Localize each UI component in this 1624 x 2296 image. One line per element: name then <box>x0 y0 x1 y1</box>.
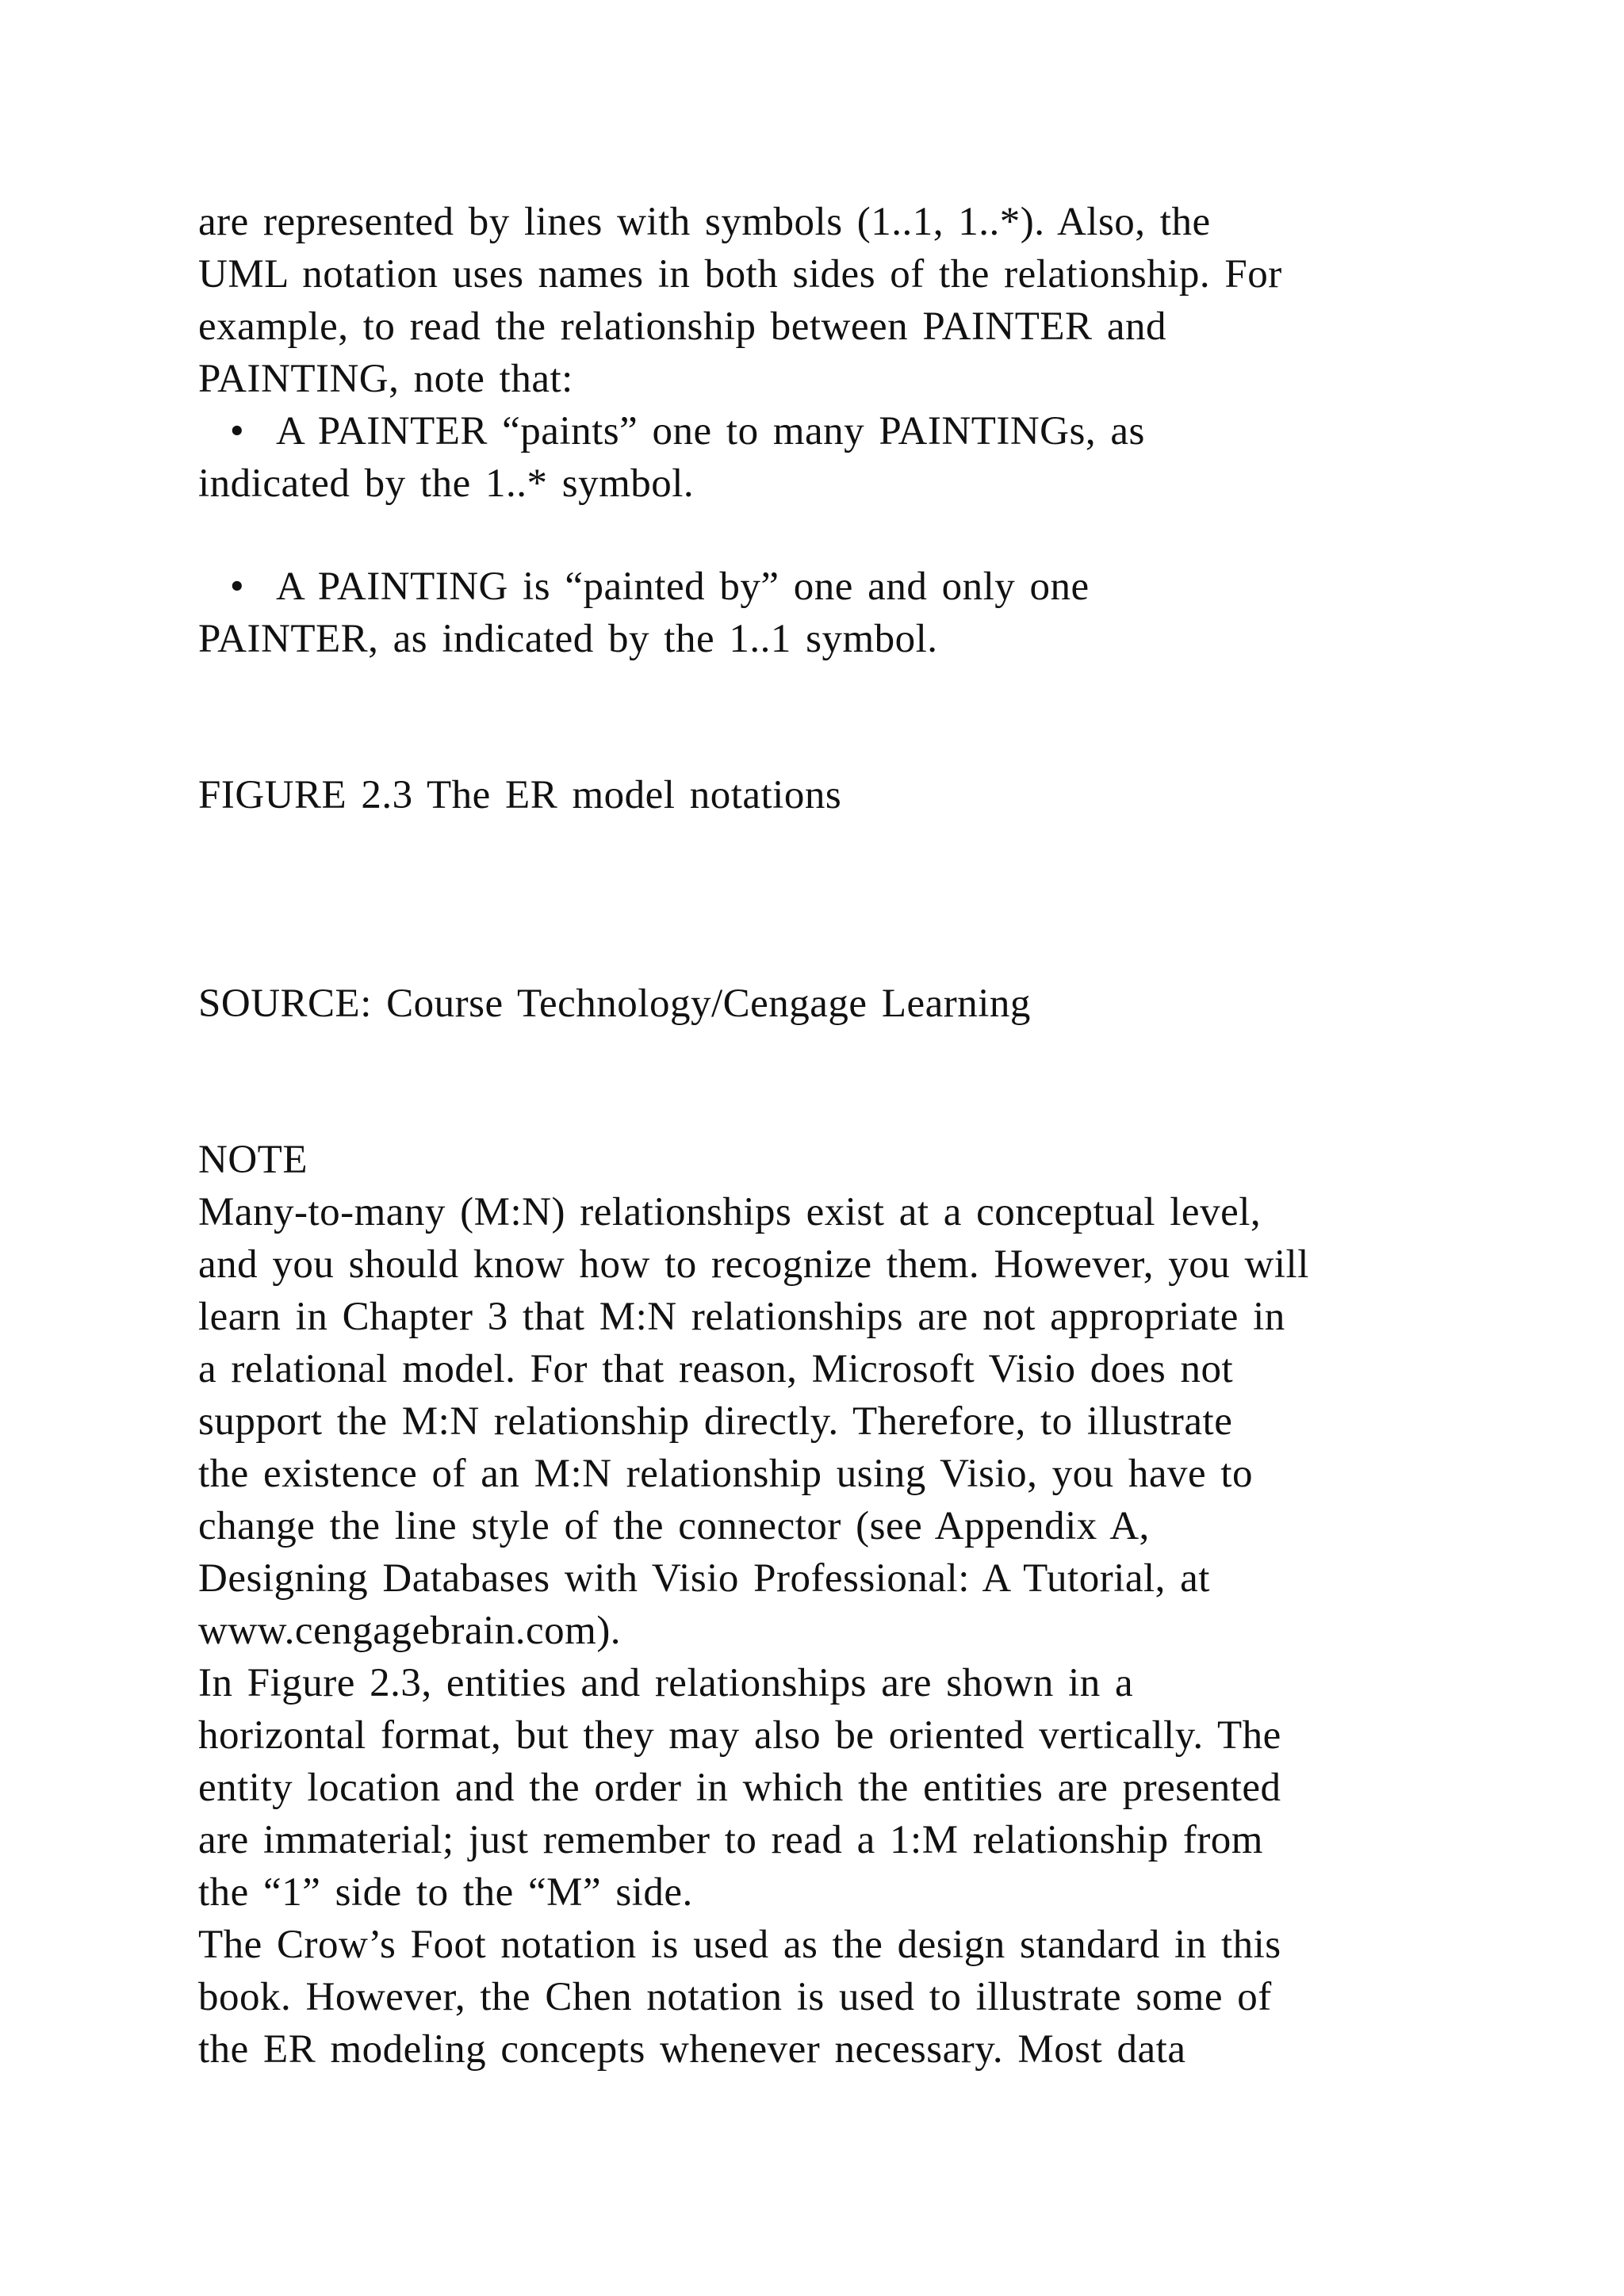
paragraph-figure-line-3: entity location and the order in which the entities are presented <box>198 1766 1281 1810</box>
note-line-6: the existence of an M:N relationship using Visio, you have to <box>198 1452 1254 1496</box>
note-line-8: Designing Databases with Visio Professional: A Tutorial, at <box>198 1556 1210 1601</box>
paragraph-figure-line-2: horizontal format, but they may also be oriented vertically. The <box>198 1713 1281 1758</box>
note-heading: NOTE <box>198 1138 308 1182</box>
paragraph-crowsfoot-line-3: the ER modeling concepts whenever necessary. Most data <box>198 2027 1186 2072</box>
note-line-5: support the M:N relationship directly. Therefore, to illustrate <box>198 1399 1233 1444</box>
paragraph-figure-line-4: are immaterial; just remember to read a 1:M relationship from <box>198 1818 1263 1862</box>
source-line: SOURCE: Course Technology/Cengage Learning <box>198 982 1031 1026</box>
paragraph-crowsfoot-line-1: The Crow’s Foot notation is used as the design standard in this <box>198 1923 1281 1967</box>
bullet-symbol: • <box>229 409 245 453</box>
intro-line-3: example, to read the relationship between PAINTER and <box>198 304 1166 349</box>
bullet-item-2-continuation: PAINTER, as indicated by the 1..1 symbol. <box>198 617 938 661</box>
paragraph-figure-line-5: the “1” side to the “M” side. <box>198 1870 693 1915</box>
intro-line-2: UML notation uses names in both sides of the relationship. For <box>198 252 1282 297</box>
paragraph-crowsfoot-line-2: book. However, the Chen notation is used to illustrate some of <box>198 1975 1272 2019</box>
note-line-7: change the line style of the connector (see Appendix A, <box>198 1504 1150 1548</box>
paragraph-figure-line-1: In Figure 2.3, entities and relationships are shown in a <box>198 1661 1134 1705</box>
bullet-symbol: • <box>229 564 245 609</box>
note-line-4: a relational model. For that reason, Microsoft Visio does not <box>198 1347 1234 1391</box>
intro-line-1: are represented by lines with symbols (1..1, 1..*). Also, the <box>198 200 1211 244</box>
note-line-9: www.cengagebrain.com). <box>198 1609 622 1653</box>
intro-line-4: PAINTING, note that: <box>198 357 573 401</box>
figure-caption: FIGURE 2.3 The ER model notations <box>198 773 842 817</box>
bullet-item-2 <box>198 561 1090 613</box>
bullet-text: A PAINTING is “painted by” one and only one <box>276 564 1090 609</box>
bullet-item-1-continuation: indicated by the 1..* symbol. <box>198 461 695 506</box>
bullet-text: A PAINTER “paints” one to many PAINTINGs, as <box>276 409 1145 453</box>
note-line-1: Many-to-many (M:N) relationships exist at a conceptual level, <box>198 1190 1262 1234</box>
note-line-3: learn in Chapter 3 that M:N relationships are not appropriate in <box>198 1295 1285 1339</box>
note-line-2: and you should know how to recognize them. However, you will <box>198 1242 1309 1287</box>
bullet-item-1 <box>198 405 1145 457</box>
